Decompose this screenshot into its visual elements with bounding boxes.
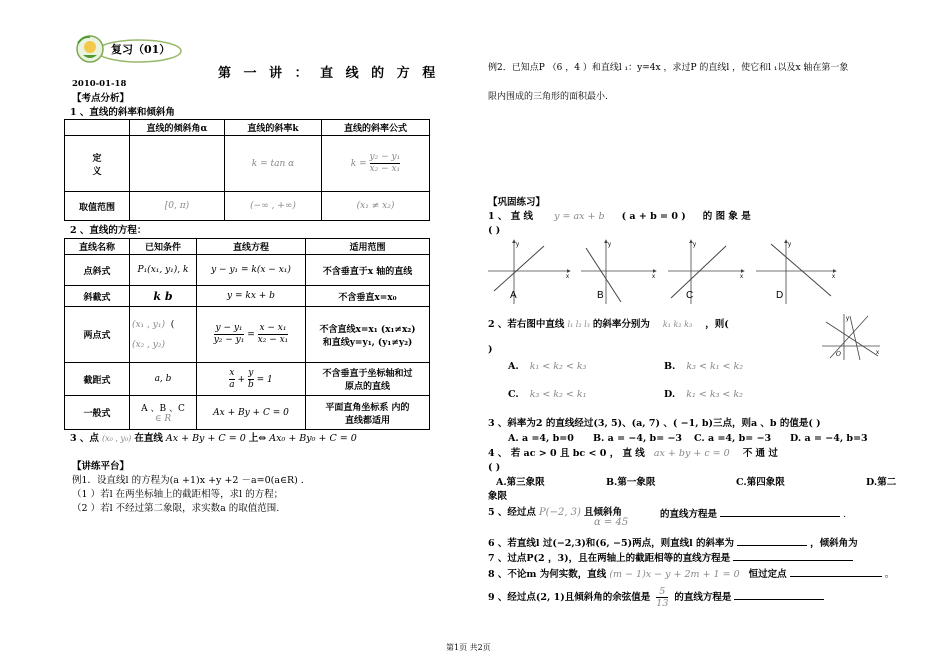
example2-line2: 限内围成的三角形的面积最小. xyxy=(488,92,608,102)
eq-row-cond-point2: (x₂ , y₂) xyxy=(132,339,165,350)
question-8 xyxy=(488,566,894,581)
eq-row-eq: $\frac{\text{y − y₁}}{\text{y₂ − y₁}}$ = $\frac{\text{x − x₁}}{\text{x₂ − x₁}}$ xyxy=(197,307,306,363)
eq-row-name: 斜截式 xyxy=(65,286,130,307)
slope-table xyxy=(64,119,430,221)
eq-row-cond xyxy=(130,396,197,430)
q1-cond: ( a + b = 0 ) xyxy=(621,211,686,222)
q9-text-b: 的直线方程是 xyxy=(674,592,732,603)
question-9 xyxy=(488,586,824,609)
q3-option-c[interactable]: C. a =4, b= −3 xyxy=(694,433,772,444)
graph-label-d: D xyxy=(776,290,784,301)
q2-text-b: 的斜率分别为 xyxy=(592,319,650,330)
eq-row-eq: $\frac{x}{a}$ + $\frac{y}{b}$ = 1 xyxy=(197,363,306,396)
q4-option-d-tail: 象限 xyxy=(488,491,508,502)
eq-row-range-line2: 直线都适用 xyxy=(344,415,390,426)
eq-table-header-2: 直线方程 xyxy=(197,239,306,255)
q8-text-a: 8 、不论m 为何实数，直线 xyxy=(488,569,607,580)
question-3: 3 、斜率为2 的直线经过(3, 5)、(a, 7) 、( −1, b)三点，则a 、b 的值是( ) xyxy=(488,418,821,429)
axis-y-label: y xyxy=(788,242,791,248)
graph-a[interactable] xyxy=(488,240,570,304)
q4-option-c[interactable]: C.第四象限 xyxy=(736,477,785,488)
point1-text: (x₁ , y₁) xyxy=(132,319,165,330)
two-point-right-num: x − x₁ xyxy=(259,323,287,333)
q5-text-b: 且倾斜角 xyxy=(583,507,622,518)
question-4 xyxy=(488,447,778,460)
paren-text: ( xyxy=(170,319,175,330)
graph-b[interactable] xyxy=(581,240,656,304)
eq-table-row xyxy=(65,255,430,286)
eq-row-range: 不含垂直于x 轴的直线 xyxy=(306,255,430,286)
graph-label-b: B xyxy=(597,290,604,301)
eq-row-range xyxy=(306,363,430,396)
stmt-part-b: 在直线 xyxy=(134,433,163,444)
question-6 xyxy=(488,535,858,550)
q6-text: 6 、若直线l 过(−2,3)和(6, −5)两点，则直线l 的斜率为 xyxy=(488,538,735,549)
stmt-part-a: 3 、点 xyxy=(70,433,99,444)
slope-table-row-definition-angle xyxy=(130,136,225,192)
two-point-left-num: y − y₁ xyxy=(215,323,243,333)
q3-option-a[interactable]: A. a =4, b=0 xyxy=(508,433,574,444)
eq-row-cond-line1: A 、B 、C xyxy=(141,404,185,414)
slope-table-row-range-formula: (x₁ ≠ x₂) xyxy=(322,192,430,221)
axis-x-label: x xyxy=(652,274,655,280)
two-point-left-den: y₂ − y₁ xyxy=(213,335,245,345)
q9-fraction xyxy=(656,586,668,609)
q5-end: . xyxy=(843,509,847,520)
eq-table-row xyxy=(65,363,430,396)
question-7 xyxy=(488,550,853,565)
eq-row-cond: k b xyxy=(130,286,197,307)
eq-row-cond-line2: ∈ R xyxy=(154,414,172,424)
example1-line2: （1 ）若l 在两坐标轴上的截距相等，求l 的方程； xyxy=(72,489,284,500)
page-title: 第 一 讲 ： 直 线 的 方 程 xyxy=(218,66,440,81)
option-expr: k₁ < k₃ < k₂ xyxy=(686,389,743,400)
eq-table-row xyxy=(65,307,430,363)
eq-row-eq: y − y₁ = k(x − x₁) xyxy=(197,255,306,286)
axis-x-label: x xyxy=(832,274,835,280)
page-number: 第1页 共2页 xyxy=(446,643,491,652)
slope-table-row-definition-slope: k = tan α xyxy=(225,136,322,192)
q4-eq: ax + by + c = 0 xyxy=(653,448,730,459)
q4-answer-paren: ( ) xyxy=(488,462,501,473)
two-point-left-fraction xyxy=(214,323,245,346)
stmt-point: (x₀ , y₀) xyxy=(101,434,132,443)
q5-tail xyxy=(660,506,846,521)
q2-option-b[interactable] xyxy=(664,360,743,373)
q9-text-a: 9 、经过点(2, 1)且倾斜角的余弦值是 xyxy=(488,592,651,603)
eq-row-range-line2: 和直线y=y₁, (y₁≠y₂) xyxy=(322,337,413,348)
section-heading-exercises: 【巩固练习】 xyxy=(488,197,546,208)
question-2 xyxy=(488,318,729,331)
q1-answer-paren: ( ) xyxy=(488,225,501,236)
equation-table xyxy=(64,238,430,430)
option-expr: k₁ < k₂ < k₃ xyxy=(529,361,587,372)
q8-eq: (m − 1)x − y + 2m + 1 = 0 xyxy=(609,569,740,580)
example2-line1: 例2．已知点P （6 ，4 ）和直线l ₁：y=4x ，求过P 的直线l ，使它和l ₁以及x 轴在第一象 xyxy=(488,63,849,73)
q2-lines: l₁ l₂ l₃ xyxy=(567,320,590,329)
logo xyxy=(73,33,183,65)
two-point-right-fraction xyxy=(258,323,289,346)
q2-text-a: 2 、若右图中直线 xyxy=(488,319,565,330)
q1-eq: y = ax + b xyxy=(554,211,605,222)
stmt-eq2: Ax₀ + By₀ + C = 0 xyxy=(269,433,357,444)
q7-answer-blank[interactable] xyxy=(733,550,853,561)
intercept-y-fraction xyxy=(248,368,254,391)
slope-table-row-definition-formula xyxy=(322,136,430,192)
eq-row-range-line2: 原点的直线 xyxy=(344,382,390,392)
graph-c[interactable] xyxy=(668,240,744,304)
eq-table-header-0: 直线名称 xyxy=(65,239,130,255)
formula-lhs: k = xyxy=(350,159,367,169)
q5-point: P(−2, 3) xyxy=(538,507,581,518)
example1-line1: 例1．设直线l 的方程为(a +1)x +y +2 －a=0(a∈R) ． xyxy=(72,475,311,486)
axis-y-label: y xyxy=(516,242,519,248)
graph-label-c: C xyxy=(686,290,694,301)
eq-row-range-line1: 平面直角坐标系 内的 xyxy=(325,402,410,413)
intercept-x-fraction xyxy=(229,368,234,391)
q4-option-b[interactable]: B.第一象限 xyxy=(606,477,656,488)
slope-table-header-2: 直线的斜率k xyxy=(225,120,322,136)
slope-table-row-definition-label: 定 义 xyxy=(65,136,130,192)
slope-table-row-range-slope: (−∞ , +∞) xyxy=(225,192,322,221)
eq-row-name: 两点式 xyxy=(65,307,130,363)
q7-text: 7 、过点P(2 ，3)，且在两轴上的截距相等的直线方程是 xyxy=(488,553,731,564)
eq-row-cond: a, b xyxy=(130,363,197,396)
q5-text-a: 5 、经过点 xyxy=(488,507,536,518)
eq-row-range: 不含垂直x=x₀ xyxy=(306,286,430,307)
axis-x-label: x xyxy=(740,274,743,280)
eq-row-cond: P₁(x₁, y₁), k xyxy=(130,255,197,286)
eq-row-cond xyxy=(130,307,197,363)
q2-ks: k₁ k₂ k₃ xyxy=(662,320,693,329)
graph-d[interactable] xyxy=(756,240,836,304)
q5-answer-blank[interactable] xyxy=(720,506,840,517)
q1-text-a: 1 、 直 线 xyxy=(488,211,534,222)
eq-row-range-line1: 不含垂直于坐标轴和过 xyxy=(322,369,413,379)
q4-text-b: 不 通 过 xyxy=(742,448,778,459)
q6-slope-blank[interactable] xyxy=(737,535,807,546)
axis-x-label: x xyxy=(876,350,879,356)
subheading-equations: 2 、直线的方程： xyxy=(70,225,147,236)
slope-table-header-1: 直线的倾斜角α xyxy=(130,120,225,136)
section-heading-analysis: 【考点分析】 xyxy=(72,93,130,104)
intercept-rhs: = 1 xyxy=(256,374,273,385)
q2-option-c[interactable] xyxy=(508,388,586,401)
eq-row-cond-point1 xyxy=(132,320,194,330)
option-expr: k₃ < k₁ < k₂ xyxy=(686,361,744,372)
eq-row-eq: y = kx + b xyxy=(197,286,306,307)
q6-text-end: ，倾斜角为 xyxy=(810,538,858,549)
stmt-eq: Ax + By + C = 0 xyxy=(165,433,246,444)
eq-table-row xyxy=(65,286,430,307)
eq-row-range xyxy=(306,307,430,363)
eq-row-name: 点斜式 xyxy=(65,255,130,286)
intercept-y-num: y xyxy=(248,367,254,378)
question-1 xyxy=(488,210,893,223)
eq-row-name: 截距式 xyxy=(65,363,130,396)
two-point-right-den: x₂ − x₁ xyxy=(257,335,289,345)
subheading-slope: 1 、直线的斜率和倾斜角 xyxy=(70,107,175,118)
section-heading-practice: 【讲练平台】 xyxy=(72,461,130,472)
q9-answer-blank[interactable] xyxy=(734,589,824,600)
option-label: A. xyxy=(508,361,519,372)
option-label: D. xyxy=(664,389,676,400)
q5-angle: α = 45 xyxy=(594,517,629,528)
q8-text-b: 恒过定点 xyxy=(748,569,787,580)
axis-x-label: x xyxy=(566,274,569,280)
q2-figure xyxy=(820,312,884,362)
slope-table-row-range-label: 取值范围 xyxy=(65,192,130,221)
slope-table-header-0 xyxy=(65,120,130,136)
q3-option-b[interactable]: B. a = −4, b= −3 xyxy=(593,433,683,444)
eq-row-range xyxy=(306,396,430,430)
eq-table-header-1: 已知条件 xyxy=(130,239,197,255)
q5-text-c: 的直线方程是 xyxy=(660,509,718,520)
slope-fraction-num: y₂ − y₁ xyxy=(369,152,401,162)
date: 2010-01-18 xyxy=(72,79,127,89)
q1-graphs xyxy=(486,236,866,306)
eq-row-range-line1: 不含直线x=x₁ (x₁≠x₂) xyxy=(319,324,416,335)
option-label: B. xyxy=(664,361,676,372)
q8-end: 。 xyxy=(884,569,895,580)
q1-text-b: 的 图 象 是 xyxy=(702,211,751,222)
q4-option-d[interactable]: D.第二 xyxy=(866,477,897,488)
q2-option-d[interactable] xyxy=(664,388,743,401)
eq-table-header-3: 适用范围 xyxy=(306,239,430,255)
slope-fraction xyxy=(370,152,401,175)
q2-text-c: ，则( xyxy=(705,319,729,330)
origin-label: O xyxy=(836,351,841,358)
example1-line3: （2 ）若l 不经过第二象限，求实数a 的取值范围. xyxy=(72,503,280,514)
slope-table-row-range-angle: [0, π) xyxy=(130,192,225,221)
eq-row-eq: Ax + By + C = 0 xyxy=(197,396,306,430)
axis-y-label: y xyxy=(693,242,696,248)
intercept-y-den: b xyxy=(247,379,254,390)
q9-fraction-num: 5 xyxy=(656,586,668,598)
q2-option-a[interactable] xyxy=(508,360,586,373)
eq-row-name: 一般式 xyxy=(65,396,130,430)
slope-fraction-den: x₂ − x₁ xyxy=(369,164,401,174)
q4-text-a: 4 、 若 ac > 0 且 bc < 0 ， 直 线 xyxy=(488,448,645,459)
eq-table-row xyxy=(65,396,430,430)
option-label: C. xyxy=(508,389,519,400)
point-on-line-statement xyxy=(70,432,357,445)
q4-option-a[interactable]: A.第三象限 xyxy=(496,477,545,488)
q3-option-d[interactable]: D. a = −4, b=3 xyxy=(790,433,868,444)
axis-y-label: y xyxy=(846,316,849,322)
slope-table-header-3: 直线的斜率公式 xyxy=(322,120,430,136)
logo-text: 复习（01） xyxy=(111,43,171,56)
q2-answer-paren: ) xyxy=(488,344,493,355)
intercept-x-den: a xyxy=(229,379,235,390)
stmt-part-c: 上⇔ xyxy=(248,433,267,444)
axis-y-label: y xyxy=(608,242,611,248)
q9-fraction-den: 13 xyxy=(656,598,669,609)
q8-answer-blank[interactable] xyxy=(790,566,882,577)
option-expr: k₃ < k₂ < k₁ xyxy=(529,389,587,400)
intercept-x-num: x xyxy=(229,367,235,378)
graph-label-a: A xyxy=(510,290,517,301)
